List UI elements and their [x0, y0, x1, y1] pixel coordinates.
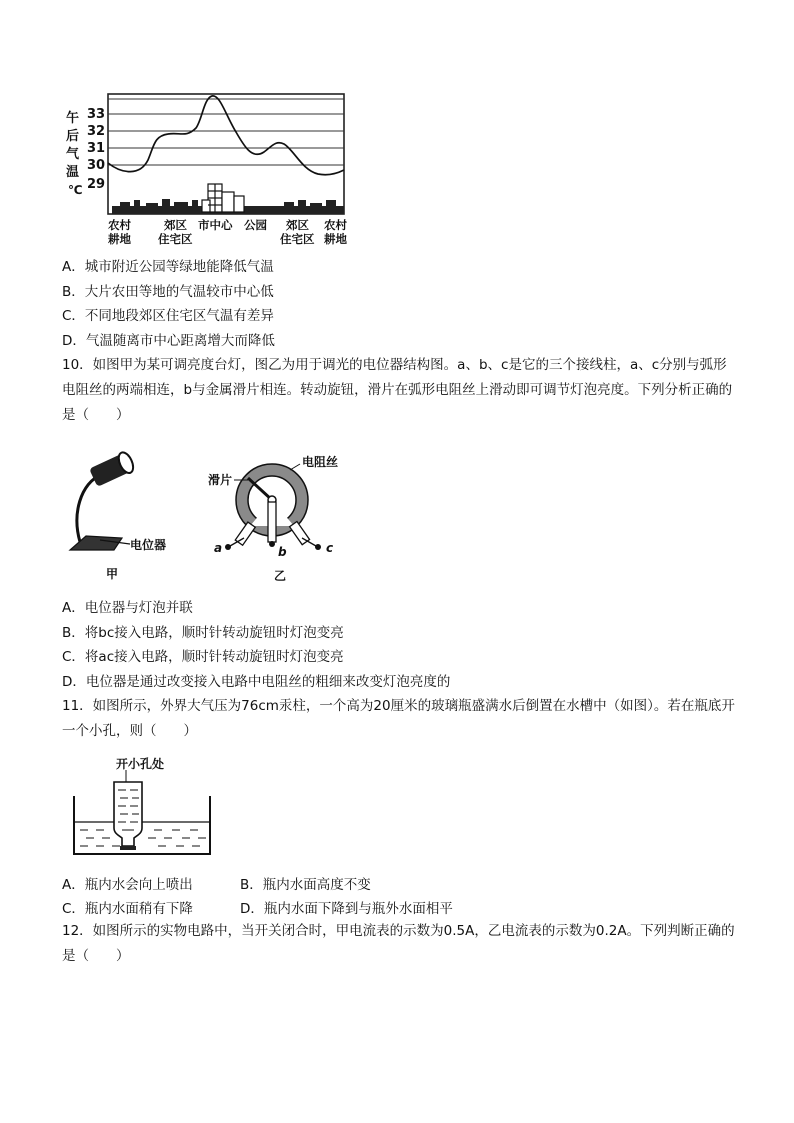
q11-option-c: C．瓶内水面稍有下降	[62, 901, 193, 917]
xlabel-line1: 市中心	[198, 218, 233, 232]
ylabel-char: 午	[66, 111, 80, 126]
q11-option-a: A．瓶内水会向上喷出	[62, 877, 193, 893]
q11-option-row-2	[62, 900, 662, 918]
potentiometer-drawing	[225, 464, 321, 550]
xlabel-line2: 住宅区	[280, 232, 315, 246]
q11-option-b: B．瓶内水面高度不变	[240, 877, 371, 893]
q9-option-b: B．大片农田等地的气温较市中心低	[62, 284, 274, 300]
xlabel-line1: 农村	[324, 218, 347, 232]
xlabel-line2: 住宅区	[158, 232, 193, 246]
potentiometer-label: 电位器	[130, 538, 167, 552]
xlabel-line2: 耕地	[108, 232, 131, 246]
q9-option-d: D．气温随离市中心距离增大而降低	[62, 333, 275, 349]
figure-label-jia: 甲	[106, 567, 119, 581]
desk-lamp-drawing	[70, 450, 136, 550]
hole-location-label: 开小孔处	[116, 757, 165, 771]
q10-option-b: B．将bc接入电路，顺时针转动旋钮时灯泡变亮	[62, 625, 344, 641]
ylabel-char: 气	[66, 147, 80, 162]
terminal-c-label: c	[326, 541, 334, 555]
xlabel-line1: 郊区	[286, 218, 309, 232]
slider-label: 滑片	[208, 473, 233, 487]
terminal-b-label: b	[278, 545, 287, 559]
lamp-potentiometer-figure	[62, 444, 362, 588]
city-center-buildings	[202, 184, 244, 212]
q11-option-row-1	[62, 876, 662, 894]
temperature-profile-figure	[62, 88, 362, 248]
gridlines	[108, 99, 344, 165]
ytick-label: 32	[87, 124, 106, 139]
ytick-label: 30	[87, 158, 106, 173]
q10-stem: 10．如图甲为某可调亮度台灯，图乙为用于调光的电位器结构图。a、b、c是它的三个接线柱，a、c分别与弧形电阻丝的两端相连，b与金属滑片相连。转动旋钮，滑片在弧形电阻丝上滑动即可调节灯泡亮度。下列分析正确的是（ ）	[62, 357, 733, 423]
xlabel-line1: 农村	[108, 218, 131, 232]
x-labels	[108, 218, 347, 246]
xlabel-line1: 公园	[244, 218, 267, 232]
terminal-a-label: a	[214, 541, 223, 555]
ylabel-char: 温	[66, 165, 80, 180]
q10-option-a: A．电位器与灯泡并联	[62, 600, 193, 616]
q11-stem: 11．如图所示，外界大气压为76cm汞柱，一个高为20厘米的玻璃瓶盛满水后倒置在水槽中（如图）。若在瓶底开一个小孔，则（ ）	[62, 698, 735, 739]
q10-option-d: D．电位器是通过改变接入电路中电阻丝的粗细来改变灯泡亮度的	[62, 674, 451, 690]
q9-option-a: A．城市附近公园等绿地能降低气温	[62, 259, 274, 275]
ytick-label: 33	[87, 107, 106, 122]
q12-stem: 12．如图所示的实物电路中，当开关闭合时，甲电流表的示数为0.5A，乙电流表的示数为0.2A。下列判断正确的是（ ）	[62, 923, 735, 964]
q10-option-c: C．将ac接入电路，顺时针转动旋钮时灯泡变亮	[62, 649, 344, 665]
resistance-wire-label: 电阻丝	[302, 455, 339, 469]
temperature-curve	[108, 96, 344, 175]
xlabel-line2: 耕地	[324, 232, 347, 246]
figure-label-yi: 乙	[274, 569, 287, 583]
ylabel-char: ℃	[68, 183, 83, 197]
inverted-bottle-figure	[62, 752, 222, 862]
ylabel-char: 后	[66, 129, 80, 144]
xlabel-line1: 郊区	[164, 218, 187, 232]
outer-water-hatching	[80, 830, 206, 846]
bottle-support	[120, 846, 136, 850]
ytick-label: 29	[87, 177, 106, 192]
q9-option-c: C．不同地段郊区住宅区气温有差异	[62, 308, 274, 324]
q11-option-d: D．瓶内水面下降到与瓶外水面相平	[240, 901, 453, 917]
ytick-label: 31	[87, 141, 106, 156]
